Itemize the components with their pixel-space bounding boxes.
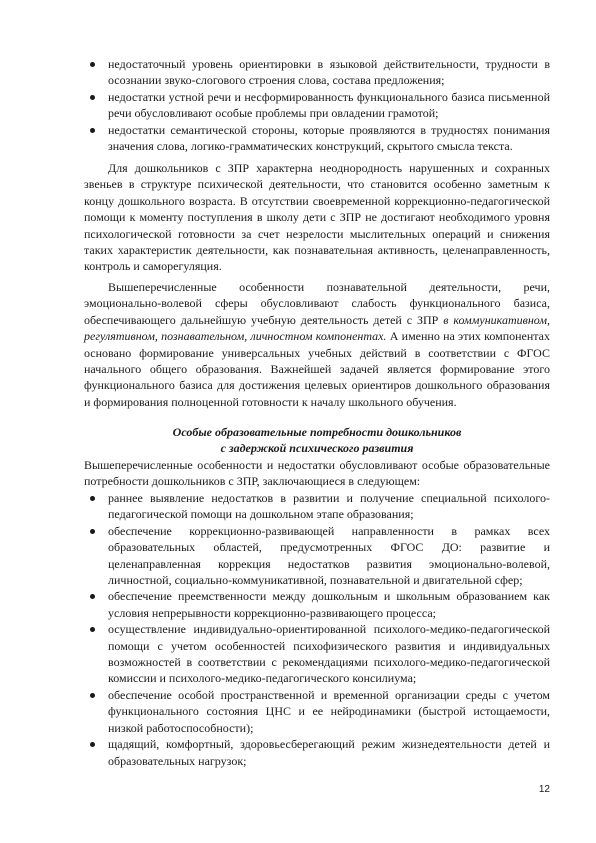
list-item: обеспечение коррекционно-развивающей направленности в рамках всех образовательных областей, предусмотренных ФГОС ДО: развитие и целенаправленная коррекция недостатков развития эмоционально-волевой, личностной, социально-коммуникативной, познавательной и двигательной сфер; (84, 523, 550, 589)
list-item: осуществление индивидуально-ориентированной психолого-медико-педагогической помощи с учетом особенностей психофизического развития и индивидуальных возможностей в соответствии с рекомендациями психолого-медико-педагогической комиссии и психолого-медико-педагогического консилиума; (84, 621, 550, 687)
page-number: 12 (538, 784, 550, 795)
list-item: обеспечение преемственности между дошкольным и школьным образованием как условия непрерывности коррекционно-развивающего процесса; (84, 588, 550, 621)
deficits-list (84, 56, 550, 154)
paragraph-needs-intro: Вышеперечисленные особенности и недостатки обусловливают особые образовательные потребности дошкольников с ЗПР, заключающиеся в следующем: (84, 458, 550, 489)
list-item: обеспечение особой пространственной и временной организации среды с учетом функционального состояния ЦНС и ее нейродинамики (быстрой истощаемости, низкой работоспособности); (84, 687, 550, 736)
bullet-icon (90, 496, 95, 501)
bullet-icon (90, 594, 95, 599)
paragraph-functional-basis: Вышеперечисленные особенности познавательной деятельности, речи, эмоционально-волевой сферы обусловливают слабость функционального базиса, обеспечивающего дальнейшую учебную деятельность детей с ЗПР в коммуникативном, регулятивном, познавательном, личностном компонентах. А именно на этих компонентах основано формирование универсальных учебных действий в соответствии с ФГОС начального общего образования. Важнейшей задачей является формирование этого функционального базиса для достижения целевых ориентиров дошкольного образования и формирования полноценной готовности к началу школьного обучения. (84, 280, 551, 409)
bullet-icon (90, 128, 95, 133)
bullet-icon (90, 62, 95, 67)
paragraph-characteristics: Для дошкольников с ЗПР характерна неоднородность нарушенных и сохранных звеньев в структуре психической деятельности, что становится особенно заметным к концу дошкольного возраста. В отсутствии своевременной коррекционно-педагогической помощи к моменту поступления в школу дети с ЗПР не достигают необходимого уровня психологической готовности за счет незрелости мыслительных операций и снижения таких характеристик деятельности, как познавательная активность, целенаправленность, контроль и саморегуляция. (84, 161, 550, 274)
list-item: раннее выявление недостатков в развитии и получение специальной психолого-педагогической помощи на дошкольном этапе образования; (84, 490, 550, 523)
section-heading: Особые образовательные потребности дошкольников с задержкой психического развития (172, 425, 462, 456)
bullet-icon (90, 693, 95, 698)
list-item: недостатки семантической стороны, которые проявляются в трудностях понимания значения слова, логико-грамматических конструкций, скрытого смысла текста. (84, 122, 550, 155)
needs-list (84, 490, 550, 769)
bullet-icon (90, 742, 95, 747)
list-item: недостатки устной речи и несформированность функционального базиса письменной речи обусловливают особые проблемы при овладении грамотой; (84, 89, 550, 122)
bullet-icon (90, 627, 95, 632)
list-item: щадящий, комфортный, здоровьесберегающий режим жизнедеятельности детей и образовательных нагрузок; (84, 736, 550, 769)
bullet-icon (90, 95, 95, 100)
bullet-icon (90, 529, 95, 534)
list-item: недостаточный уровень ориентировки в языковой действительности, трудности в осознании звуко-слогового строения слова, состава предложения; (84, 56, 550, 89)
